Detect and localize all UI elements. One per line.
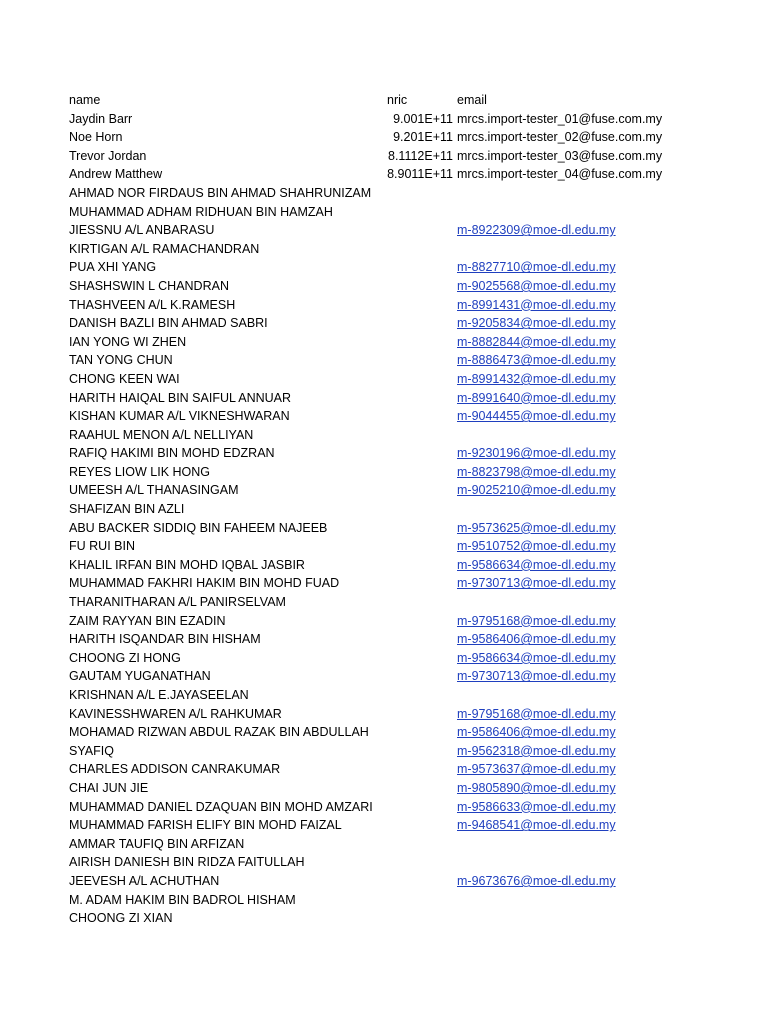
name-cell: CHOONG ZI HONG — [69, 650, 181, 665]
table-row — [0, 909, 768, 928]
email-cell: mrcs.import-tester_03@fuse.com.my — [457, 148, 663, 163]
name-cell: M. ADAM HAKIM BIN BADROL HISHAM — [69, 892, 296, 907]
table-row — [0, 835, 768, 854]
email-link[interactable]: m-8991431@moe-dl.edu.my — [457, 297, 616, 312]
table-body — [0, 110, 768, 928]
email-cell: mrcs.import-tester_04@fuse.com.my — [457, 167, 663, 182]
table-row — [0, 426, 768, 445]
email-link[interactable]: m-9586633@moe-dl.edu.my — [457, 799, 616, 814]
name-cell: AHMAD NOR FIRDAUS BIN AHMAD SHAHRUNIZAM — [69, 185, 372, 200]
table-row — [0, 574, 768, 593]
email-link[interactable]: m-8922309@moe-dl.edu.my — [457, 223, 616, 238]
name-cell: CHONG KEEN WAI — [69, 371, 180, 386]
name-cell: FU RUI BIN — [69, 539, 135, 554]
name-cell: KHALIL IRFAN BIN MOHD IQBAL JASBIR — [69, 557, 305, 572]
table-row — [0, 742, 768, 761]
email-link[interactable]: m-9573637@moe-dl.edu.my — [457, 762, 616, 777]
table-row — [0, 649, 768, 668]
name-cell: SYAFIQ — [69, 743, 114, 758]
name-cell: KIRTIGAN A/L RAMACHANDRAN — [69, 241, 260, 256]
name-cell: CHAI JUN JIE — [69, 780, 149, 795]
email-link[interactable]: m-9795168@moe-dl.edu.my — [457, 706, 616, 721]
table-row — [0, 203, 768, 222]
email-link[interactable]: m-8991432@moe-dl.edu.my — [457, 371, 616, 386]
name-cell: THARANITHARAN A/L PANIRSELVAM — [69, 595, 286, 610]
email-link[interactable]: m-9586634@moe-dl.edu.my — [457, 650, 616, 665]
name-cell: MOHAMAD RIZWAN ABDUL RAZAK BIN ABDULLAH — [69, 725, 369, 740]
name-cell: CHOONG ZI XIAN — [69, 911, 173, 926]
nric-cell: 9.001E+11 — [393, 111, 453, 126]
email-link[interactable]: m-9586406@moe-dl.edu.my — [457, 632, 616, 647]
name-cell: RAFIQ HAKIMI BIN MOHD EDZRAN — [69, 446, 275, 461]
name-cell: HARITH HAIQAL BIN SAIFUL ANNUAR — [69, 390, 292, 405]
email-link[interactable]: m-8991640@moe-dl.edu.my — [457, 390, 616, 405]
email-link[interactable]: m-8827710@moe-dl.edu.my — [457, 260, 616, 275]
email-cell: mrcs.import-tester_01@fuse.com.my — [457, 111, 663, 126]
email-link[interactable]: m-9230196@moe-dl.edu.my — [457, 446, 616, 461]
email-link[interactable]: m-9795168@moe-dl.edu.my — [457, 613, 616, 628]
table-row — [0, 686, 768, 705]
name-cell: PUA XHI YANG — [69, 260, 157, 275]
table-row — [0, 351, 768, 370]
name-cell: ZAIM RAYYAN BIN EZADIN — [69, 613, 226, 628]
name-cell: SHAFIZAN BIN AZLI — [69, 502, 185, 517]
table-row — [0, 128, 768, 147]
email-link[interactable]: m-9805890@moe-dl.edu.my — [457, 780, 616, 795]
table-row — [0, 184, 768, 203]
spreadsheet-page — [0, 91, 768, 928]
name-cell: JIESSNU A/L ANBARASU — [69, 223, 215, 238]
header-nric: nric — [387, 93, 408, 107]
email-link[interactable]: m-9586406@moe-dl.edu.my — [457, 725, 616, 740]
table-row — [0, 481, 768, 500]
name-cell: AMMAR TAUFIQ BIN ARFIZAN — [69, 836, 245, 851]
name-cell: SHASHSWIN L CHANDRAN — [69, 278, 229, 293]
email-link[interactable]: m-8882844@moe-dl.edu.my — [457, 334, 616, 349]
nric-cell: 8.1112E+11 — [388, 148, 453, 163]
name-cell: KAVINESSHWAREN A/L RAHKUMAR — [69, 706, 282, 721]
name-cell: UMEESH A/L THANASINGAM — [69, 483, 239, 498]
table-row — [0, 333, 768, 352]
name-cell: ABU BACKER SIDDIQ BIN FAHEEM NAJEEB — [69, 520, 328, 535]
email-link[interactable]: m-9510752@moe-dl.edu.my — [457, 539, 616, 554]
nric-cell: 9.201E+11 — [393, 130, 453, 145]
table-row — [0, 630, 768, 649]
name-cell: HARITH ISQANDAR BIN HISHAM — [69, 632, 261, 647]
table-row — [0, 723, 768, 742]
header-row — [0, 91, 768, 110]
table-row — [0, 370, 768, 389]
email-link[interactable]: m-9205834@moe-dl.edu.my — [457, 316, 616, 331]
name-cell: Andrew Matthew — [69, 167, 163, 182]
table-row — [0, 277, 768, 296]
table-row — [0, 444, 768, 463]
name-cell: IAN YONG WI ZHEN — [69, 334, 187, 349]
email-link[interactable]: m-9044455@moe-dl.edu.my — [457, 409, 616, 424]
name-cell: AIRISH DANIESH BIN RIDZA FAITULLAH — [69, 855, 305, 870]
table-row — [0, 891, 768, 910]
table-row — [0, 240, 768, 259]
table-row — [0, 389, 768, 408]
table-row — [0, 853, 768, 872]
table-row — [0, 667, 768, 686]
name-cell: MUHAMMAD FAKHRI HAKIM BIN MOHD FUAD — [69, 576, 340, 591]
email-link[interactable]: m-8823798@moe-dl.edu.my — [457, 464, 616, 479]
table-row — [0, 407, 768, 426]
table-row — [0, 258, 768, 277]
table-row — [0, 165, 768, 184]
name-cell: Trevor Jordan — [69, 148, 147, 163]
name-cell: KISHAN KUMAR A/L VIKNESHWARAN — [69, 409, 290, 424]
table-row — [0, 872, 768, 891]
name-cell: THASHVEEN A/L K.RAMESH — [69, 297, 236, 312]
email-cell: mrcs.import-tester_02@fuse.com.my — [457, 130, 663, 145]
name-cell: KRISHNAN A/L E.JAYASEELAN — [69, 688, 249, 702]
table-row — [0, 760, 768, 779]
name-cell: TAN YONG CHUN — [69, 353, 173, 368]
name-cell: REYES LIOW LIK HONG — [69, 464, 211, 479]
table-row — [0, 110, 768, 129]
table-row — [0, 593, 768, 612]
name-cell: JEEVESH A/L ACHUTHAN — [69, 873, 220, 888]
table-row — [0, 221, 768, 240]
name-cell: CHARLES ADDISON CANRAKUMAR — [69, 762, 281, 777]
name-cell: Noe Horn — [69, 130, 123, 145]
header-email: email — [457, 93, 487, 107]
name-cell: GAUTAM YUGANATHAN — [69, 669, 211, 684]
table-row — [0, 798, 768, 817]
table-row — [0, 537, 768, 556]
name-cell: MUHAMMAD ADHAM RIDHUAN BIN HAMZAH — [69, 204, 333, 219]
email-link[interactable]: m-9562318@moe-dl.edu.my — [457, 743, 616, 758]
table-row — [0, 556, 768, 575]
header-name: name — [69, 93, 101, 107]
table-row — [0, 296, 768, 315]
email-link[interactable]: m-9730713@moe-dl.edu.my — [457, 576, 616, 591]
table-row — [0, 779, 768, 798]
email-link[interactable]: m-9730713@moe-dl.edu.my — [457, 669, 616, 684]
email-link[interactable]: m-9025210@moe-dl.edu.my — [457, 483, 616, 498]
name-cell: RAAHUL MENON A/L NELLIYAN — [69, 427, 254, 442]
name-cell: Jaydin Barr — [69, 111, 133, 126]
email-link[interactable]: m-9468541@moe-dl.edu.my — [457, 818, 616, 833]
table-row — [0, 314, 768, 333]
name-cell: MUHAMMAD DANIEL DZAQUAN BIN MOHD AMZARI — [69, 799, 373, 814]
table-row — [0, 500, 768, 519]
table-row — [0, 612, 768, 631]
email-link[interactable]: m-9673676@moe-dl.edu.my — [457, 873, 616, 888]
nric-cell: 8.9011E+11 — [387, 167, 453, 182]
table-row — [0, 705, 768, 724]
email-link[interactable]: m-9586634@moe-dl.edu.my — [457, 557, 616, 572]
email-link[interactable]: m-9025568@moe-dl.edu.my — [457, 278, 616, 293]
name-cell: DANISH BAZLI BIN AHMAD SABRI — [69, 316, 268, 331]
email-link[interactable]: m-8886473@moe-dl.edu.my — [457, 353, 616, 368]
email-link[interactable]: m-9573625@moe-dl.edu.my — [457, 520, 616, 535]
name-cell: MUHAMMAD FARISH ELIFY BIN MOHD FAIZAL — [69, 818, 342, 833]
table-row — [0, 147, 768, 166]
table-row — [0, 816, 768, 835]
table-row — [0, 463, 768, 482]
table-row — [0, 519, 768, 538]
